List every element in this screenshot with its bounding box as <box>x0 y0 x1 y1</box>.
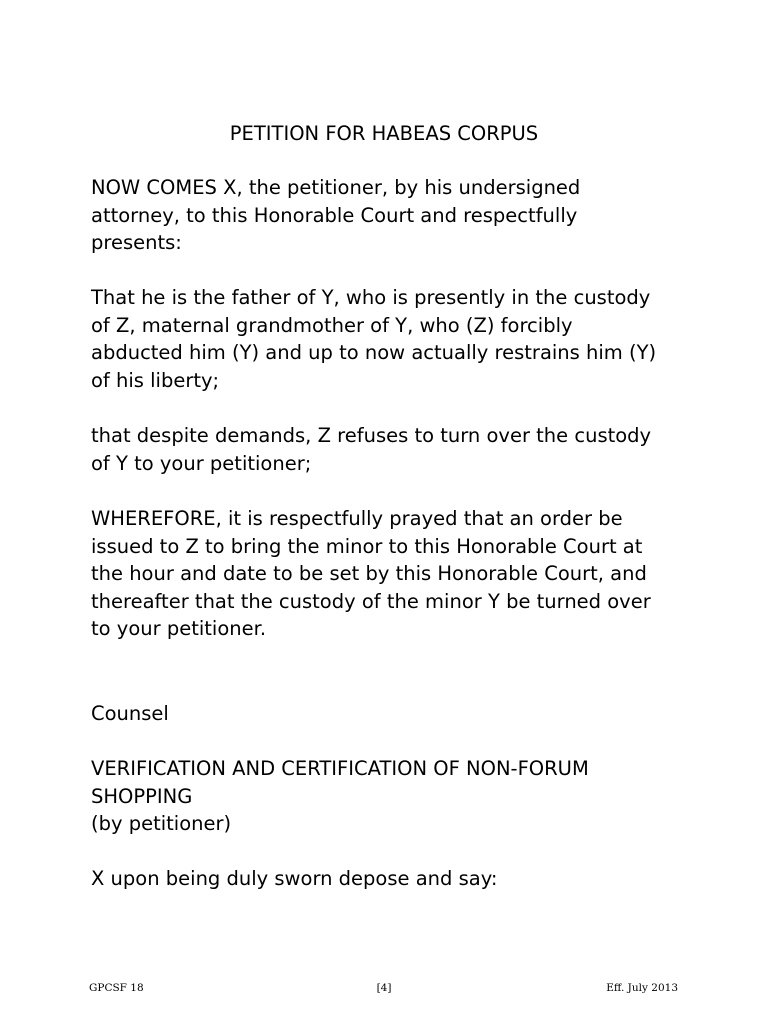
document-title: PETITION FOR HABEAS CORPUS <box>229 122 539 145</box>
intro-paragraph: NOW COMES X, the petitioner, by his undersigned attorney, to this Honorable Court and respectfully presents: <box>91 176 581 255</box>
demands-paragraph: that despite demands, Z refuses to turn over the custody of Y to your petitioner; <box>91 424 652 475</box>
sworn-statement-line: X upon being duly sworn depose and say: <box>91 867 498 890</box>
counsel-signature-line: Counsel <box>91 702 169 725</box>
custody-allegation-paragraph: That he is the father of Y, who is presently in the custody of Z, maternal grandmother of Y, who (Z) forcibly abducted him (Y) and up to now actually restrains him (Y) of his liberty; <box>91 286 657 392</box>
verification-heading: VERIFICATION AND CERTIFICATION OF NON-FORUM SHOPPING (by petitioner) <box>91 757 589 836</box>
footer-form-code: GPCSF 18 <box>89 982 144 994</box>
footer-effective-date: Eff. July 2013 <box>606 982 678 994</box>
footer-page-number: [4] <box>376 982 392 994</box>
prayer-paragraph: WHEREFORE, it is respectfully prayed that an order be issued to Z to bring the minor to this Honorable Court at the hour and date to be set by this Honorable Court, and thereafter that the custody of the minor Y be turned over to your petitioner. <box>91 507 651 641</box>
